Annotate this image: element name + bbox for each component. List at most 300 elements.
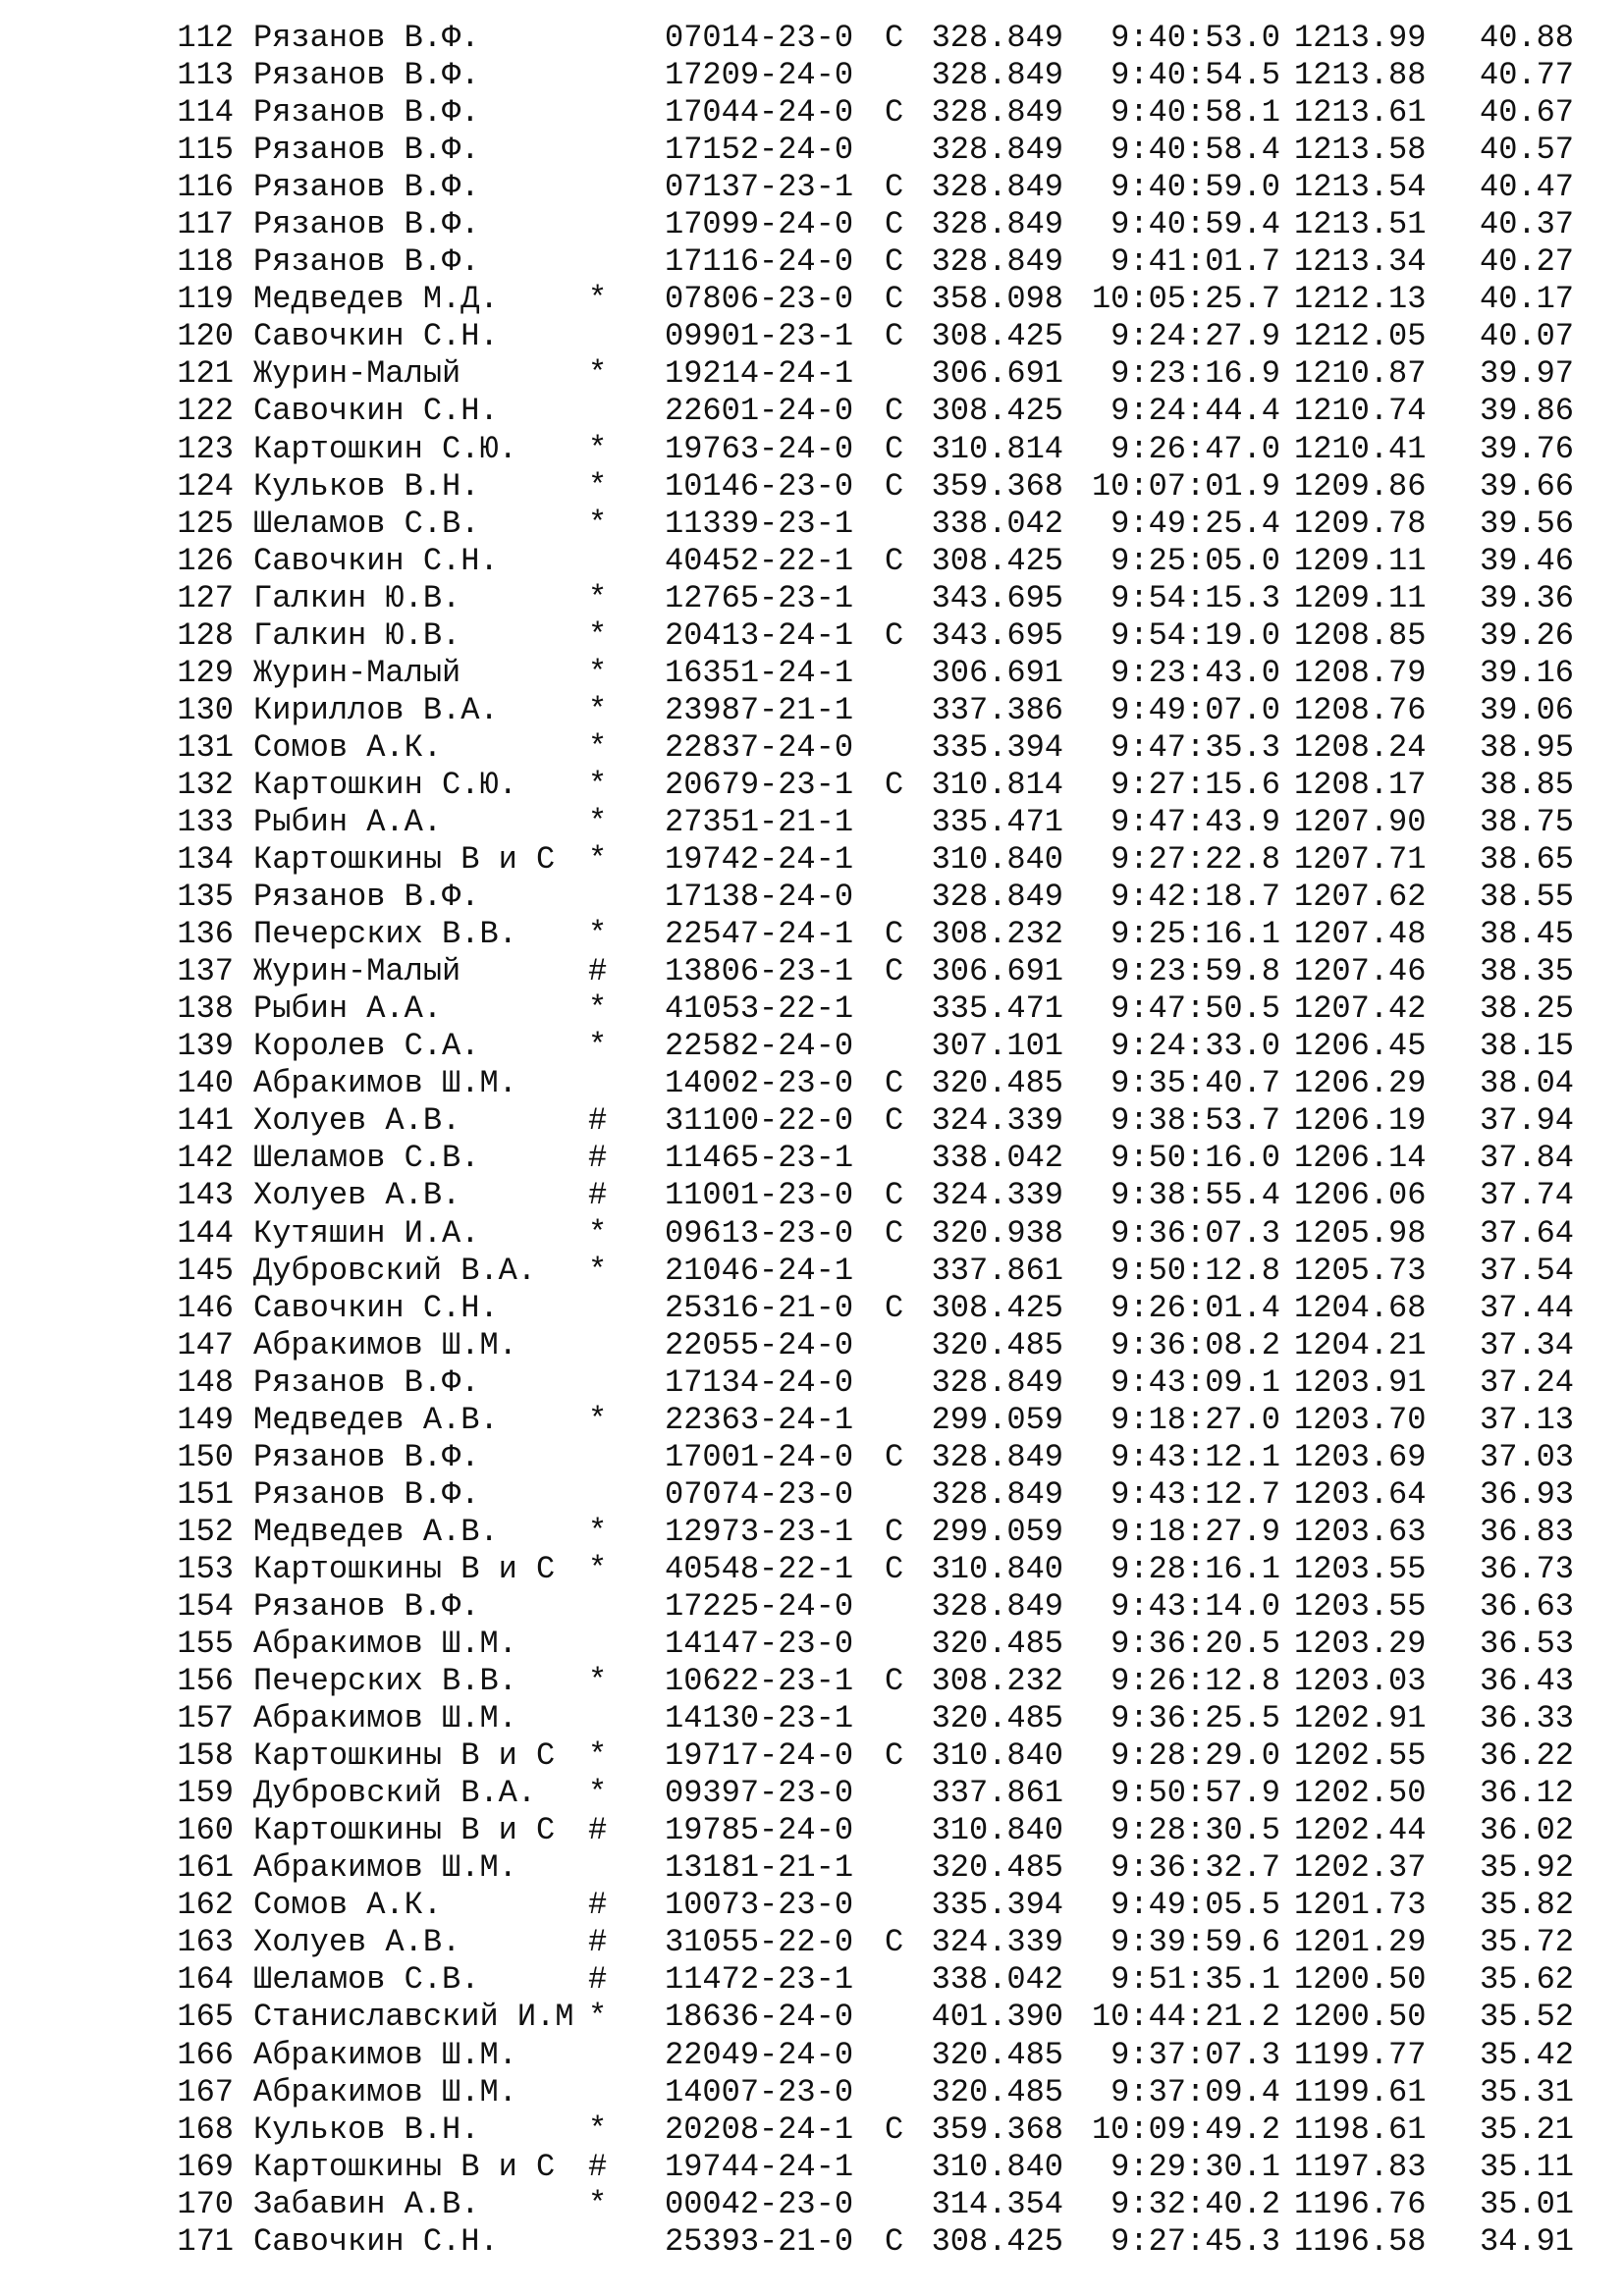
fancier-name-cell: Печерских В.В. <box>253 1663 517 1700</box>
flag-cell: C <box>885 169 904 206</box>
distance-cell: 358.098 <box>931 281 1063 318</box>
mark-cell: * <box>588 1252 608 1289</box>
distance-cell: 310.814 <box>931 766 1063 803</box>
score-cell: 38.35 <box>1479 953 1574 990</box>
speed-cell: 1213.99 <box>1294 20 1427 56</box>
score-cell: 35.82 <box>1479 1887 1574 1924</box>
flag-cell: C <box>885 318 904 355</box>
arrival-time-cell: 9:43:14.0 <box>1110 1587 1280 1625</box>
score-cell: 36.93 <box>1479 1475 1574 1513</box>
speed-cell: 1212.05 <box>1294 318 1427 355</box>
score-cell: 39.46 <box>1479 542 1574 579</box>
place-cell: 118 <box>177 243 234 281</box>
arrival-time-cell: 9:28:30.5 <box>1110 1812 1280 1849</box>
fancier-name-cell: Рыбин А.А. <box>253 803 443 840</box>
table-row <box>0 169 1624 206</box>
arrival-time-cell: 9:39:59.6 <box>1110 1924 1280 1961</box>
place-cell: 114 <box>177 94 234 132</box>
fancier-name-cell: Картошкины В и С <box>253 2148 556 2185</box>
table-row <box>0 916 1624 953</box>
place-cell: 140 <box>177 1065 234 1102</box>
score-cell: 34.91 <box>1479 2222 1574 2260</box>
arrival-time-cell: 9:37:07.3 <box>1110 2036 1280 2073</box>
mark-cell: * <box>588 1214 608 1252</box>
mark-cell: * <box>588 1775 608 1812</box>
place-cell: 160 <box>177 1812 234 1849</box>
speed-cell: 1206.45 <box>1294 1028 1427 1065</box>
arrival-time-cell: 9:36:32.7 <box>1110 1849 1280 1887</box>
score-cell: 37.24 <box>1479 1363 1574 1401</box>
distance-cell: 328.849 <box>931 206 1063 243</box>
speed-cell: 1213.51 <box>1294 206 1427 243</box>
place-cell: 116 <box>177 169 234 206</box>
arrival-time-cell: 9:26:47.0 <box>1110 430 1280 467</box>
results-table <box>0 20 1624 2261</box>
table-row <box>0 655 1624 692</box>
arrival-time-cell: 9:23:16.9 <box>1110 355 1280 393</box>
mark-cell: * <box>588 579 608 616</box>
ring-number-cell: 17209-24-0 <box>665 57 854 94</box>
place-cell: 152 <box>177 1513 234 1550</box>
distance-cell: 310.840 <box>931 841 1063 879</box>
score-cell: 40.88 <box>1479 20 1574 56</box>
table-row <box>0 1177 1624 1214</box>
place-cell: 155 <box>177 1626 234 1663</box>
table-row <box>0 468 1624 506</box>
place-cell: 137 <box>177 953 234 990</box>
arrival-time-cell: 9:40:58.4 <box>1110 132 1280 169</box>
table-row <box>0 1065 1624 1102</box>
place-cell: 145 <box>177 1252 234 1289</box>
distance-cell: 328.849 <box>931 169 1063 206</box>
arrival-time-cell: 9:54:15.3 <box>1110 579 1280 616</box>
place-cell: 121 <box>177 355 234 393</box>
arrival-time-cell: 9:18:27.9 <box>1110 1513 1280 1550</box>
score-cell: 36.43 <box>1479 1663 1574 1700</box>
table-row <box>0 318 1624 355</box>
mark-cell: * <box>588 990 608 1028</box>
fancier-name-cell: Рязанов В.Ф. <box>253 879 480 916</box>
flag-cell: C <box>885 430 904 467</box>
score-cell: 39.36 <box>1479 579 1574 616</box>
score-cell: 39.66 <box>1479 467 1574 505</box>
ring-number-cell: 07014-23-0 <box>665 20 854 56</box>
score-cell: 37.44 <box>1479 1289 1574 1326</box>
distance-cell: 310.840 <box>931 1550 1063 1587</box>
table-row <box>0 804 1624 841</box>
mark-cell: # <box>588 953 608 990</box>
mark-cell: * <box>588 1737 608 1775</box>
distance-cell: 328.849 <box>931 879 1063 916</box>
ring-number-cell: 13181-21-1 <box>665 1849 854 1887</box>
speed-cell: 1202.55 <box>1294 1737 1427 1775</box>
mark-cell: * <box>588 654 608 691</box>
fancier-name-cell: Савочкин С.Н. <box>253 2222 499 2260</box>
fancier-name-cell: Журин-Малый <box>253 654 461 691</box>
fancier-name-cell: Журин-Малый <box>253 953 461 990</box>
table-row <box>0 1290 1624 1327</box>
speed-cell: 1196.58 <box>1294 2222 1427 2260</box>
speed-cell: 1203.55 <box>1294 1550 1427 1587</box>
ring-number-cell: 19214-24-1 <box>665 355 854 393</box>
arrival-time-cell: 9:29:30.1 <box>1110 2148 1280 2185</box>
speed-cell: 1209.78 <box>1294 505 1427 542</box>
flag-cell: C <box>885 1102 904 1140</box>
place-cell: 154 <box>177 1587 234 1625</box>
fancier-name-cell: Абракимов Ш.М. <box>253 1700 517 1737</box>
distance-cell: 328.849 <box>931 132 1063 169</box>
fancier-name-cell: Медведев А.В. <box>253 1513 499 1550</box>
mark-cell: # <box>588 1887 608 1924</box>
distance-cell: 324.339 <box>931 1102 1063 1140</box>
score-cell: 39.26 <box>1479 616 1574 654</box>
table-row <box>0 1402 1624 1439</box>
place-cell: 144 <box>177 1214 234 1252</box>
distance-cell: 320.938 <box>931 1214 1063 1252</box>
mark-cell: * <box>588 803 608 840</box>
fancier-name-cell: Абракимов Ш.М. <box>253 2073 517 2110</box>
place-cell: 147 <box>177 1326 234 1363</box>
speed-cell: 1198.61 <box>1294 2110 1427 2148</box>
ring-number-cell: 31055-22-0 <box>665 1924 854 1961</box>
ring-number-cell: 19785-24-0 <box>665 1812 854 1849</box>
fancier-name-cell: Картошкины В и С <box>253 1812 556 1849</box>
score-cell: 39.97 <box>1479 355 1574 393</box>
score-cell: 38.95 <box>1479 728 1574 766</box>
distance-cell: 306.691 <box>931 654 1063 691</box>
distance-cell: 299.059 <box>931 1513 1063 1550</box>
flag-cell: C <box>885 2222 904 2260</box>
mark-cell: * <box>588 467 608 505</box>
ring-number-cell: 17225-24-0 <box>665 1587 854 1625</box>
speed-cell: 1207.42 <box>1294 990 1427 1028</box>
arrival-time-cell: 10:07:01.9 <box>1091 467 1280 505</box>
fancier-name-cell: Рязанов В.Ф. <box>253 169 480 206</box>
fancier-name-cell: Савочкин С.Н. <box>253 393 499 430</box>
place-cell: 130 <box>177 691 234 728</box>
mark-cell: * <box>588 1663 608 1700</box>
table-row <box>0 1626 1624 1663</box>
distance-cell: 310.840 <box>931 2148 1063 2185</box>
arrival-time-cell: 9:36:20.5 <box>1110 1626 1280 1663</box>
place-cell: 113 <box>177 57 234 94</box>
ring-number-cell: 27351-21-1 <box>665 803 854 840</box>
distance-cell: 338.042 <box>931 1961 1063 1999</box>
speed-cell: 1203.29 <box>1294 1626 1427 1663</box>
score-cell: 38.45 <box>1479 916 1574 953</box>
score-cell: 36.83 <box>1479 1513 1574 1550</box>
distance-cell: 320.485 <box>931 1626 1063 1663</box>
distance-cell: 328.849 <box>931 1475 1063 1513</box>
speed-cell: 1201.29 <box>1294 1924 1427 1961</box>
distance-cell: 335.471 <box>931 803 1063 840</box>
flag-cell: C <box>885 1438 904 1475</box>
arrival-time-cell: 9:50:12.8 <box>1110 1252 1280 1289</box>
distance-cell: 320.485 <box>931 2073 1063 2110</box>
fancier-name-cell: Савочкин С.Н. <box>253 318 499 355</box>
speed-cell: 1210.74 <box>1294 393 1427 430</box>
arrival-time-cell: 9:49:25.4 <box>1110 505 1280 542</box>
score-cell: 39.16 <box>1479 654 1574 691</box>
ring-number-cell: 17134-24-0 <box>665 1363 854 1401</box>
table-row <box>0 1476 1624 1514</box>
mark-cell: * <box>588 2185 608 2222</box>
fancier-name-cell: Картошкин С.Ю. <box>253 430 517 467</box>
ring-number-cell: 22837-24-0 <box>665 728 854 766</box>
mark-cell: * <box>588 2110 608 2148</box>
distance-cell: 307.101 <box>931 1028 1063 1065</box>
speed-cell: 1209.11 <box>1294 579 1427 616</box>
distance-cell: 320.485 <box>931 1065 1063 1102</box>
table-row <box>0 1364 1624 1402</box>
score-cell: 39.56 <box>1479 505 1574 542</box>
fancier-name-cell: Дубровский В.А. <box>253 1252 537 1289</box>
place-cell: 141 <box>177 1102 234 1140</box>
place-cell: 167 <box>177 2073 234 2110</box>
arrival-time-cell: 10:44:21.2 <box>1091 1999 1280 2036</box>
fancier-name-cell: Журин-Малый <box>253 355 461 393</box>
distance-cell: 308.425 <box>931 542 1063 579</box>
fancier-name-cell: Шеламов С.В. <box>253 505 480 542</box>
speed-cell: 1202.50 <box>1294 1775 1427 1812</box>
distance-cell: 308.232 <box>931 916 1063 953</box>
place-cell: 120 <box>177 318 234 355</box>
place-cell: 119 <box>177 281 234 318</box>
table-row <box>0 1327 1624 1364</box>
table-row <box>0 393 1624 430</box>
fancier-name-cell: Рязанов В.Ф. <box>253 57 480 94</box>
score-cell: 38.85 <box>1479 766 1574 803</box>
flag-cell: C <box>885 1214 904 1252</box>
score-cell: 40.47 <box>1479 169 1574 206</box>
ring-number-cell: 17001-24-0 <box>665 1438 854 1475</box>
arrival-time-cell: 9:35:40.7 <box>1110 1065 1280 1102</box>
score-cell: 37.64 <box>1479 1214 1574 1252</box>
ring-number-cell: 22055-24-0 <box>665 1326 854 1363</box>
place-cell: 168 <box>177 2110 234 2148</box>
speed-cell: 1202.37 <box>1294 1849 1427 1887</box>
fancier-name-cell: Картошкины В и С <box>253 1737 556 1775</box>
speed-cell: 1204.21 <box>1294 1326 1427 1363</box>
place-cell: 151 <box>177 1475 234 1513</box>
place-cell: 124 <box>177 467 234 505</box>
table-row <box>0 1514 1624 1551</box>
ring-number-cell: 18636-24-0 <box>665 1999 854 2036</box>
place-cell: 131 <box>177 728 234 766</box>
arrival-time-cell: 9:40:59.0 <box>1110 169 1280 206</box>
speed-cell: 1209.86 <box>1294 467 1427 505</box>
ring-number-cell: 21046-24-1 <box>665 1252 854 1289</box>
table-row <box>0 767 1624 804</box>
fancier-name-cell: Картошкин С.Ю. <box>253 766 517 803</box>
speed-cell: 1203.69 <box>1294 1438 1427 1475</box>
speed-cell: 1203.70 <box>1294 1401 1427 1438</box>
table-row <box>0 953 1624 990</box>
place-cell: 129 <box>177 654 234 691</box>
place-cell: 148 <box>177 1363 234 1401</box>
mark-cell: * <box>588 430 608 467</box>
table-row <box>0 355 1624 393</box>
ring-number-cell: 17152-24-0 <box>665 132 854 169</box>
speed-cell: 1201.73 <box>1294 1887 1427 1924</box>
distance-cell: 310.814 <box>931 430 1063 467</box>
place-cell: 135 <box>177 879 234 916</box>
arrival-time-cell: 9:40:59.4 <box>1110 206 1280 243</box>
speed-cell: 1203.03 <box>1294 1663 1427 1700</box>
table-row <box>0 1215 1624 1253</box>
arrival-time-cell: 9:18:27.0 <box>1110 1401 1280 1438</box>
table-row <box>0 1663 1624 1700</box>
fancier-name-cell: Шеламов С.В. <box>253 1961 480 1999</box>
distance-cell: 343.695 <box>931 616 1063 654</box>
flag-cell: C <box>885 766 904 803</box>
mark-cell: * <box>588 355 608 393</box>
place-cell: 158 <box>177 1737 234 1775</box>
ring-number-cell: 10146-23-0 <box>665 467 854 505</box>
speed-cell: 1199.61 <box>1294 2073 1427 2110</box>
place-cell: 122 <box>177 393 234 430</box>
speed-cell: 1196.76 <box>1294 2185 1427 2222</box>
distance-cell: 338.042 <box>931 505 1063 542</box>
table-row <box>0 2186 1624 2223</box>
fancier-name-cell: Сомов А.К. <box>253 1887 443 1924</box>
fancier-name-cell: Кириллов В.А. <box>253 691 499 728</box>
distance-cell: 324.339 <box>931 1177 1063 1214</box>
place-cell: 162 <box>177 1887 234 1924</box>
fancier-name-cell: Савочкин С.Н. <box>253 1289 499 1326</box>
distance-cell: 320.485 <box>931 2036 1063 2073</box>
score-cell: 37.54 <box>1479 1252 1574 1289</box>
distance-cell: 308.425 <box>931 393 1063 430</box>
place-cell: 165 <box>177 1999 234 2036</box>
place-cell: 150 <box>177 1438 234 1475</box>
table-row <box>0 1439 1624 1476</box>
ring-number-cell: 25316-21-0 <box>665 1289 854 1326</box>
speed-cell: 1210.87 <box>1294 355 1427 393</box>
distance-cell: 335.394 <box>931 728 1063 766</box>
arrival-time-cell: 9:40:58.1 <box>1110 94 1280 132</box>
mark-cell: * <box>588 1999 608 2036</box>
speed-cell: 1208.17 <box>1294 766 1427 803</box>
score-cell: 35.01 <box>1479 2185 1574 2222</box>
table-row <box>0 20 1624 57</box>
fancier-name-cell: Галкин Ю.В. <box>253 616 461 654</box>
table-row <box>0 990 1624 1028</box>
fancier-name-cell: Рязанов В.Ф. <box>253 243 480 281</box>
arrival-time-cell: 9:37:09.4 <box>1110 2073 1280 2110</box>
fancier-name-cell: Кульков В.Н. <box>253 467 480 505</box>
table-row <box>0 841 1624 879</box>
speed-cell: 1197.83 <box>1294 2148 1427 2185</box>
speed-cell: 1208.79 <box>1294 654 1427 691</box>
distance-cell: 337.386 <box>931 691 1063 728</box>
score-cell: 35.31 <box>1479 2073 1574 2110</box>
fancier-name-cell: Шеламов С.В. <box>253 1140 480 1177</box>
distance-cell: 328.849 <box>931 243 1063 281</box>
ring-number-cell: 19717-24-0 <box>665 1737 854 1775</box>
mark-cell: * <box>588 1550 608 1587</box>
ring-number-cell: 11472-23-1 <box>665 1961 854 1999</box>
score-cell: 40.57 <box>1479 132 1574 169</box>
fancier-name-cell: Королев С.А. <box>253 1028 480 1065</box>
distance-cell: 306.691 <box>931 355 1063 393</box>
speed-cell: 1205.98 <box>1294 1214 1427 1252</box>
flag-cell: C <box>885 20 904 56</box>
arrival-time-cell: 9:40:54.5 <box>1110 57 1280 94</box>
ring-number-cell: 09613-23-0 <box>665 1214 854 1252</box>
ring-number-cell: 07137-23-1 <box>665 169 854 206</box>
place-cell: 161 <box>177 1849 234 1887</box>
arrival-time-cell: 10:09:49.2 <box>1091 2110 1280 2148</box>
fancier-name-cell: Картошкины В и С <box>253 841 556 879</box>
arrival-time-cell: 9:47:50.5 <box>1110 990 1280 1028</box>
score-cell: 36.02 <box>1479 1812 1574 1849</box>
fancier-name-cell: Медведев А.В. <box>253 1401 499 1438</box>
score-cell: 38.75 <box>1479 803 1574 840</box>
flag-cell: C <box>885 542 904 579</box>
score-cell: 39.06 <box>1479 691 1574 728</box>
fancier-name-cell: Холуев А.В. <box>253 1924 461 1961</box>
table-row <box>0 506 1624 543</box>
score-cell: 40.37 <box>1479 206 1574 243</box>
speed-cell: 1206.14 <box>1294 1140 1427 1177</box>
ring-number-cell: 11339-23-1 <box>665 505 854 542</box>
distance-cell: 310.840 <box>931 1737 1063 1775</box>
ring-number-cell: 25393-21-0 <box>665 2222 854 2260</box>
speed-cell: 1202.91 <box>1294 1700 1427 1737</box>
speed-cell: 1208.24 <box>1294 728 1427 766</box>
score-cell: 36.53 <box>1479 1626 1574 1663</box>
arrival-time-cell: 9:50:57.9 <box>1110 1775 1280 1812</box>
speed-cell: 1203.63 <box>1294 1513 1427 1550</box>
score-cell: 37.74 <box>1479 1177 1574 1214</box>
place-cell: 139 <box>177 1028 234 1065</box>
ring-number-cell: 10073-23-0 <box>665 1887 854 1924</box>
ring-number-cell: 23987-21-1 <box>665 691 854 728</box>
score-cell: 36.73 <box>1479 1550 1574 1587</box>
arrival-time-cell: 9:23:43.0 <box>1110 654 1280 691</box>
flag-cell: C <box>885 243 904 281</box>
score-cell: 40.77 <box>1479 57 1574 94</box>
score-cell: 40.07 <box>1479 318 1574 355</box>
distance-cell: 328.849 <box>931 1363 1063 1401</box>
arrival-time-cell: 9:41:01.7 <box>1110 243 1280 281</box>
table-row <box>0 1961 1624 1999</box>
fancier-name-cell: Кульков В.Н. <box>253 2110 480 2148</box>
arrival-time-cell: 9:32:40.2 <box>1110 2185 1280 2222</box>
arrival-time-cell: 9:49:07.0 <box>1110 691 1280 728</box>
fancier-name-cell: Галкин Ю.В. <box>253 579 461 616</box>
arrival-time-cell: 9:25:05.0 <box>1110 542 1280 579</box>
flag-cell: C <box>885 1513 904 1550</box>
distance-cell: 359.368 <box>931 2110 1063 2148</box>
place-cell: 157 <box>177 1700 234 1737</box>
mark-cell: * <box>588 1513 608 1550</box>
distance-cell: 308.425 <box>931 2222 1063 2260</box>
fancier-name-cell: Рыбин А.А. <box>253 990 443 1028</box>
distance-cell: 310.840 <box>931 1812 1063 1849</box>
place-cell: 117 <box>177 206 234 243</box>
distance-cell: 335.471 <box>931 990 1063 1028</box>
place-cell: 159 <box>177 1775 234 1812</box>
mark-cell: # <box>588 1961 608 1999</box>
fancier-name-cell: Абракимов Ш.М. <box>253 1849 517 1887</box>
place-cell: 171 <box>177 2222 234 2260</box>
ring-number-cell: 22601-24-0 <box>665 393 854 430</box>
fancier-name-cell: Рязанов В.Ф. <box>253 1475 480 1513</box>
arrival-time-cell: 9:28:29.0 <box>1110 1737 1280 1775</box>
speed-cell: 1207.90 <box>1294 803 1427 840</box>
